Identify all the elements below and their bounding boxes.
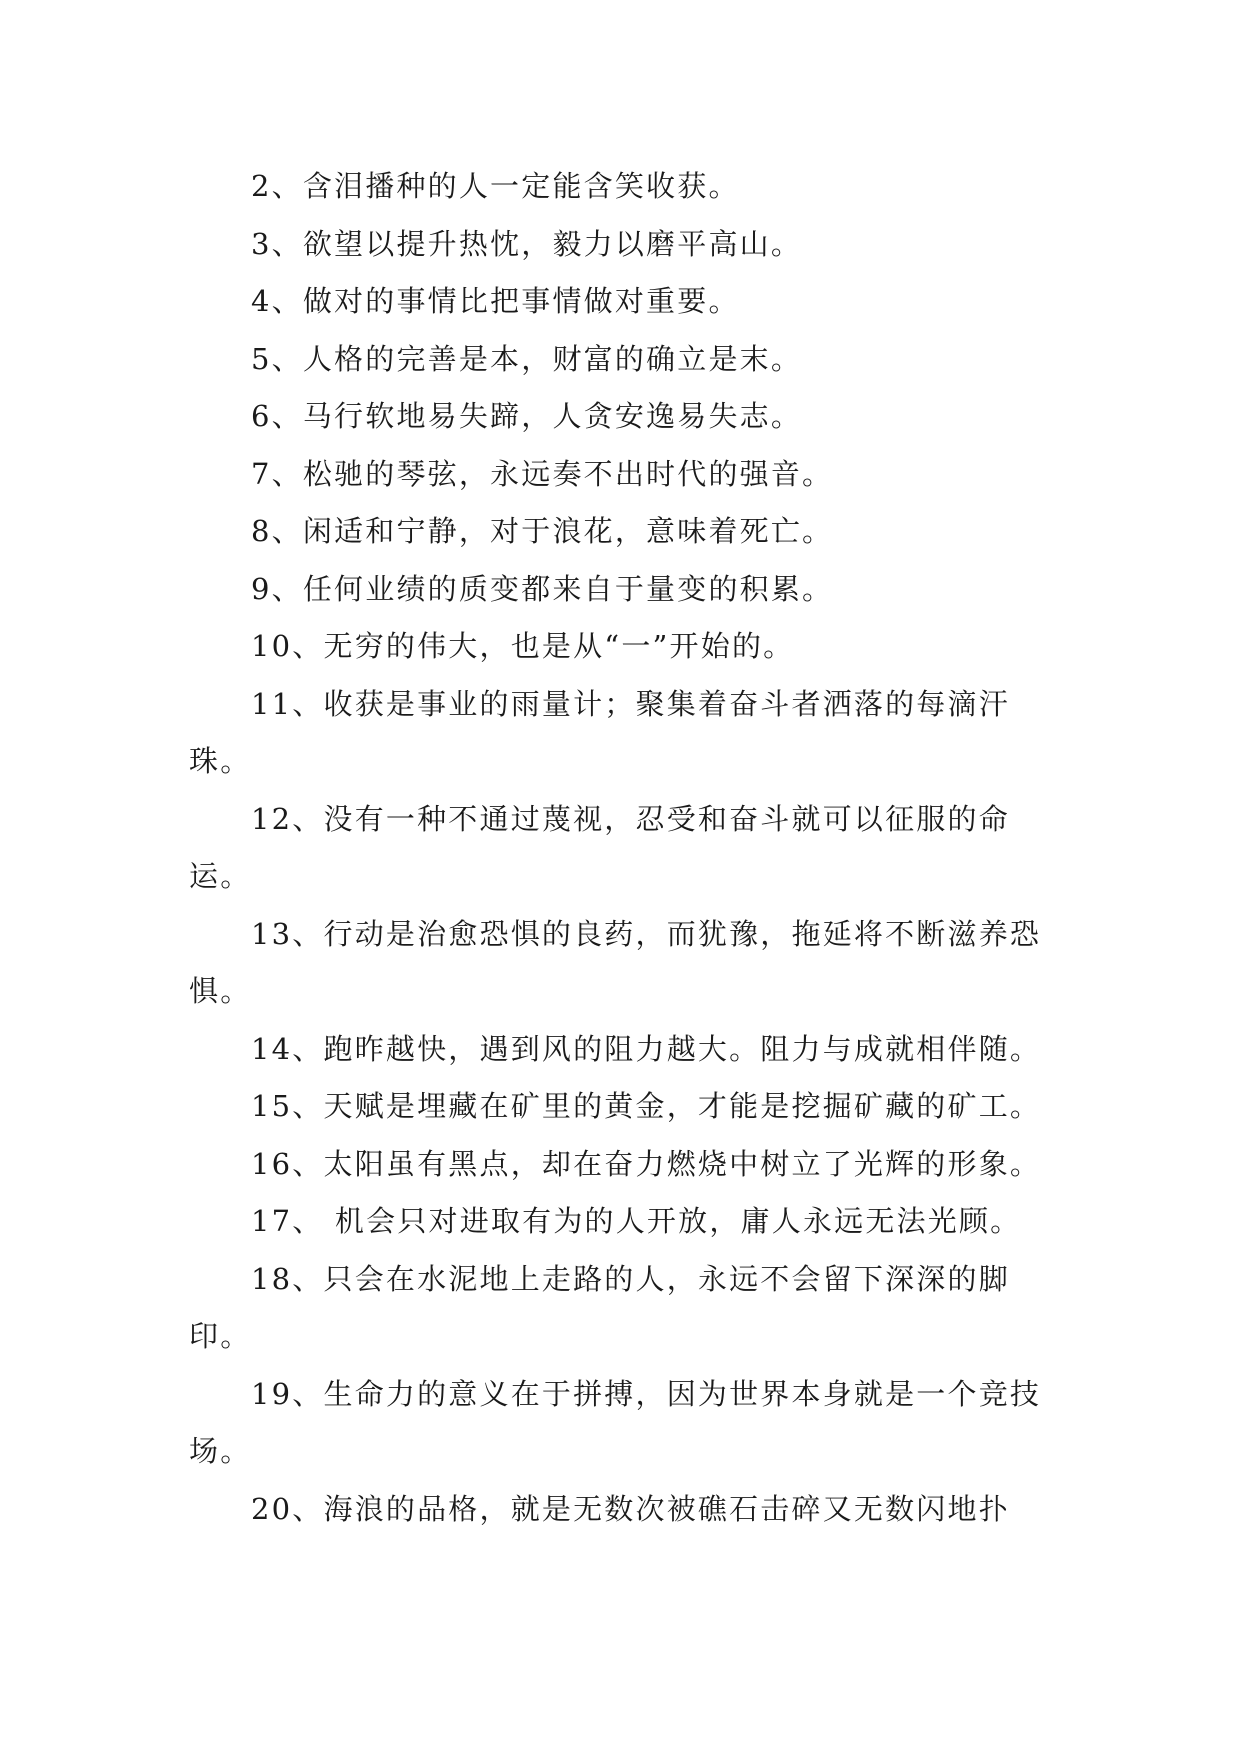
paragraph-16: 16、太阳虽有黑点，却在奋力燃烧中树立了光辉的形象。 bbox=[251, 1146, 1042, 1181]
paragraph-8: 8、闲适和宁静，对于浪花，意味着死亡。 bbox=[251, 514, 834, 548]
paragraph-17: 17、 机会只对进取有为的人开放，庸人永远无法光顾。 bbox=[251, 1204, 1022, 1238]
paragraph-2: 2、含泪播种的人一定能含笑收获。 bbox=[251, 169, 740, 203]
paragraph-14: 14、跑昨越快，遇到风的阻力越大。阻力与成就相伴随。 bbox=[251, 1031, 1042, 1066]
paragraph-4: 4、做对的事情比把事情做对重要。 bbox=[251, 284, 740, 318]
paragraph-10: 10、无穷的伟大，也是从“一”开始的。 bbox=[251, 629, 795, 663]
paragraph-12: 12、没有一种不通过蔑视，忍受和奋斗就可以征服的命运。 bbox=[189, 801, 1010, 893]
paragraph-11: 11、收获是事业的雨量计；聚集着奋斗者洒落的每滴汗珠。 bbox=[189, 686, 1010, 778]
paragraph-9: 9、任何业绩的质变都来自于量变的积累。 bbox=[251, 571, 834, 606]
paragraph-18: 18、只会在水泥地上走路的人，永远不会留下深深的脚印。 bbox=[189, 1261, 1010, 1353]
paragraph-7: 7、松驰的琴弦，永远奏不出时代的强音。 bbox=[251, 456, 834, 491]
paragraph-13: 13、行动是治愈恐惧的良药，而犹豫，拖延将不断滋养恐惧。 bbox=[189, 916, 1042, 1008]
paragraph-3: 3、欲望以提升热忱，毅力以磨平高山。 bbox=[251, 226, 803, 261]
paragraph-20: 20、海浪的品格，就是无数次被礁石击碎又无数闪地扑 bbox=[251, 1491, 1010, 1526]
paragraph-19: 19、生命力的意义在于拼搏，因为世界本身就是一个竞技场。 bbox=[189, 1376, 1042, 1468]
paragraph-5: 5、人格的完善是本，财富的确立是末。 bbox=[251, 341, 803, 376]
document-body bbox=[189, 158, 1049, 1538]
paragraph-15: 15、天赋是埋藏在矿里的黄金，才能是挖掘矿藏的矿工。 bbox=[251, 1089, 1042, 1123]
paragraph-6: 6、马行软地易失蹄，人贪安逸易失志。 bbox=[251, 399, 803, 433]
